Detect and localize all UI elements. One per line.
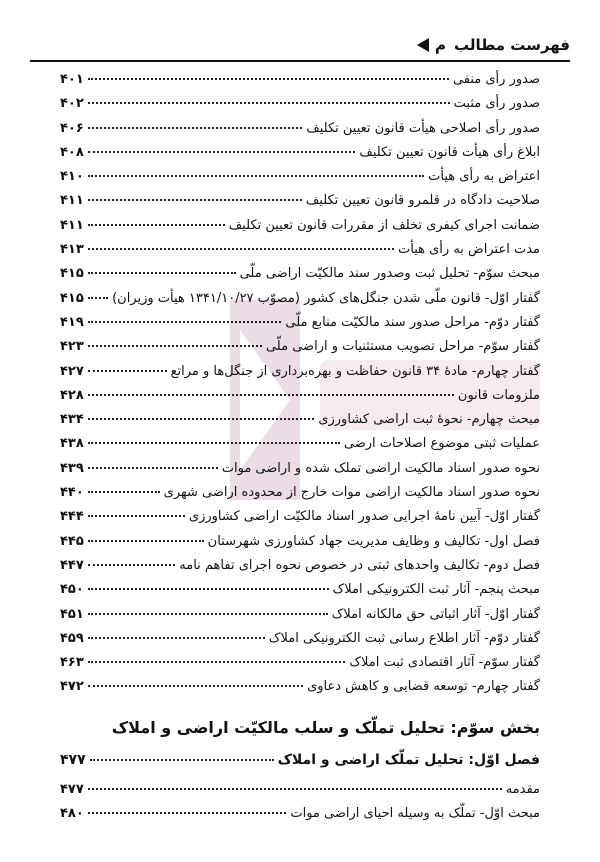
toc-entry[interactable]	[60, 782, 540, 806]
toc-entry[interactable]	[60, 242, 540, 266]
toc-entry[interactable]	[60, 534, 540, 558]
toc-entry[interactable]	[60, 461, 540, 485]
toc-entry-title: صدور رأی مثبت	[453, 96, 540, 112]
toc-entry[interactable]	[60, 752, 540, 782]
toc-entry[interactable]	[60, 679, 540, 703]
toc-leader-dots	[88, 564, 175, 566]
toc-leader-dots	[88, 685, 303, 687]
toc-entry-page: ۴۵۹	[60, 630, 84, 646]
toc-entry-title: صدور رأی منفی	[452, 72, 540, 87]
toc-entry[interactable]	[60, 315, 540, 339]
toc-leader-dots	[88, 637, 265, 639]
toc-entry[interactable]	[60, 169, 540, 193]
toc-entry-title: فصل دوم- تکالیف واحدهای ثبتی در خصوص نحوه اجرای تفاهم نامه	[179, 557, 540, 573]
toc-leader-dots	[88, 788, 502, 790]
toc-entry-page: ۴۱۱	[60, 217, 84, 233]
toc-leader-dots	[88, 394, 454, 396]
toc-entry[interactable]	[60, 655, 540, 679]
toc-leader-dots	[88, 812, 287, 814]
toc-entry[interactable]	[60, 193, 540, 217]
toc-entry-page: ۴۳۹	[60, 460, 84, 476]
toc-entry[interactable]	[60, 436, 540, 460]
toc-leader-dots	[88, 345, 262, 347]
toc-entry-page: ۴۰۸	[60, 144, 84, 160]
toc-entry-title: صدور رأی اصلاحی هیأت قانون تعیین تکلیف	[306, 120, 540, 136]
toc-leader-dots	[88, 661, 346, 663]
toc-entry-page: ۴۰۱	[60, 72, 84, 87]
toc-entry-page: ۴۴۷	[60, 557, 84, 573]
toc-entry-title: نحوه صدور اسناد مالکیت اراضی موات خارج از محدوده اراضی شهری	[163, 485, 540, 501]
toc-entry[interactable]	[60, 485, 540, 509]
toc-leader-dots	[88, 248, 394, 250]
toc-entry[interactable]	[60, 631, 540, 655]
toc-entry-title: گفتار اوّل- آثار اثباتی حق مالکانه املاک	[331, 606, 540, 622]
table-of-contents-part3	[60, 752, 540, 831]
header-divider	[30, 60, 570, 62]
toc-entry-page: ۴۶۳	[60, 655, 84, 671]
toc-leader-dots	[88, 491, 160, 493]
toc-leader-dots	[88, 297, 108, 299]
toc-entry-title: گفتار چهارم- توسعه قضایی و کاهش دعاوی	[307, 679, 540, 695]
toc-leader-dots	[88, 151, 356, 153]
toc-entry-title: گفتار سوّم- مراحل تصویب مستثنیات و اراضی ملّی	[265, 339, 540, 355]
toc-leader-dots	[88, 175, 424, 177]
page-header	[30, 32, 570, 58]
toc-leader-dots	[88, 418, 315, 420]
toc-entry-title: مبحث اوّل- تملّک به وسیله احیای اراضی موات	[290, 806, 540, 822]
toc-entry[interactable]	[60, 96, 540, 120]
toc-entry-page: ۴۷۷	[60, 752, 86, 768]
toc-leader-dots	[88, 102, 450, 104]
toc-entry[interactable]	[60, 509, 540, 533]
toc-entry-page: ۴۷۲	[60, 679, 84, 695]
toc-entry[interactable]	[60, 607, 540, 631]
toc-entry[interactable]	[60, 218, 540, 242]
toc-leader-dots	[90, 759, 274, 761]
toc-entry-page: ۴۲۸	[60, 387, 84, 403]
toc-entry-page: ۴۲۷	[60, 363, 84, 379]
toc-entry-title: گفتار سوّم- آثار اقتصادی ثبت املاک	[349, 655, 540, 671]
toc-entry-page: ۴۴۵	[60, 533, 84, 549]
toc-entry-page: ۴۴۰	[60, 485, 84, 501]
toc-leader-dots	[88, 613, 328, 615]
toc-entry-title: مقدمه	[505, 782, 540, 797]
toc-entry[interactable]	[60, 266, 540, 290]
toc-entry-title: فصل اول- تکالیف و وظایف مدیریت جهاد کشاورزی شهرستان	[207, 533, 540, 549]
toc-entry[interactable]	[60, 388, 540, 412]
toc-entry-title: ابلاغ رأی هیأت قانون تعیین تکلیف	[359, 144, 540, 160]
table-of-contents	[60, 72, 540, 704]
toc-entry-title: نحوه صدور اسناد مالکیت اراضی تملک شده و اراضی موات	[221, 460, 540, 476]
toc-entry[interactable]	[60, 364, 540, 388]
toc-entry[interactable]	[60, 121, 540, 145]
header-title: فهرست مطالب	[454, 36, 570, 54]
toc-entry-page: ۴۴۴	[60, 509, 84, 525]
toc-entry-title: گفتار چهارم- مادۀ ۳۴ قانون حفاظت و بهره‌برداری از جنگل‌ها و مراتع	[170, 363, 540, 379]
toc-entry[interactable]	[60, 339, 540, 363]
toc-entry[interactable]	[60, 412, 540, 436]
toc-entry-page: ۴۳۴	[60, 412, 84, 428]
toc-leader-dots	[88, 272, 236, 274]
toc-entry[interactable]	[60, 558, 540, 582]
toc-leader-dots	[88, 515, 185, 517]
toc-entry[interactable]	[60, 582, 540, 606]
toc-entry-page: ۴۱۵	[60, 266, 84, 282]
toc-entry-title: گفتار دوّم- آثار اطلاع رسانی ثبت الکترونیکی املاک	[268, 630, 540, 646]
toc-entry-page: ۴۰۲	[60, 96, 84, 112]
toc-entry[interactable]	[60, 72, 540, 96]
toc-entry-page: ۴۱۳	[60, 242, 84, 258]
toc-leader-dots	[88, 78, 449, 80]
toc-entry-title: عملیات ثبتی موضوع اصلاحات ارضی	[343, 436, 540, 452]
toc-leader-dots	[88, 321, 282, 323]
toc-entry-title: مدت اعتراض به رأی هیأت	[398, 242, 540, 258]
toc-leader-dots	[88, 442, 340, 444]
toc-entry-title: گفتار دوّم- مراحل صدور سند مالکیّت منابع ملّی	[285, 314, 540, 330]
toc-entry-page: ۴۳۸	[60, 436, 84, 452]
toc-leader-dots	[88, 224, 225, 226]
toc-leader-dots	[88, 588, 329, 590]
toc-entry-page: ۴۱۰	[60, 169, 84, 185]
toc-entry-page: ۴۸۰	[60, 806, 84, 822]
arrow-left-icon	[417, 38, 429, 52]
toc-leader-dots	[88, 127, 302, 129]
toc-entry-title: صلاحیت دادگاه در قلمرو قانون تعیین تکلیف	[305, 193, 540, 209]
toc-leader-dots	[88, 199, 302, 201]
toc-entry-title: اعتراض به رأی هیأت	[428, 169, 540, 185]
toc-entry-page: ۴۱۹	[60, 314, 84, 330]
toc-entry[interactable]	[60, 806, 540, 830]
toc-entry-page: ۴۵۰	[60, 582, 84, 598]
toc-entry-page: ۴۱۵	[60, 290, 84, 306]
section-heading: بخش سوّم: تحلیل تملّک و سلب مالکیّت اراضی و املاک	[111, 718, 540, 737]
toc-leader-dots	[88, 467, 218, 469]
toc-entry-page: ۴۱۱	[60, 193, 84, 209]
toc-entry-title: ملزومات قانون	[457, 387, 540, 403]
toc-entry-page: ۴۷۷	[60, 782, 84, 797]
toc-entry-page: ۴۰۶	[60, 120, 84, 136]
toc-entry-title: گفتار اوّل- قانون ملّی شدن جنگل‌های کشور (مصوّب ۱۳۴۱/۱۰/۲۷ هیأت وزیران)	[112, 290, 540, 306]
toc-entry-title: فصل اوّل: تحلیل تملّک اراضی و املاک	[277, 752, 540, 768]
toc-leader-dots	[88, 370, 167, 372]
toc-entry-title: ضمانت اجرای کیفری تخلف از مقررات قانون تعیین تکلیف	[228, 217, 540, 233]
toc-entry-title: مبحث چهارم- نحوۀ ثبت اراضی کشاورزی	[318, 412, 540, 428]
toc-entry[interactable]	[60, 145, 540, 169]
header-letter: م	[435, 36, 447, 54]
toc-entry-page: ۴۵۱	[60, 606, 84, 622]
toc-entry-page: ۴۲۳	[60, 339, 84, 355]
toc-entry-title: گفتار اوّل- آیین نامۀ اجرایی صدور اسناد مالکیّت اراضی کشاورزی	[188, 509, 540, 525]
toc-leader-dots	[88, 540, 204, 542]
toc-entry-title: مبحث پنجم- آثار ثبت الکترونیکی املاک	[332, 582, 540, 598]
toc-entry-title: مبحث سوّم- تحلیل ثبت وصدور سند مالکیّت اراضی ملّی	[239, 266, 540, 282]
toc-entry[interactable]	[60, 291, 540, 315]
